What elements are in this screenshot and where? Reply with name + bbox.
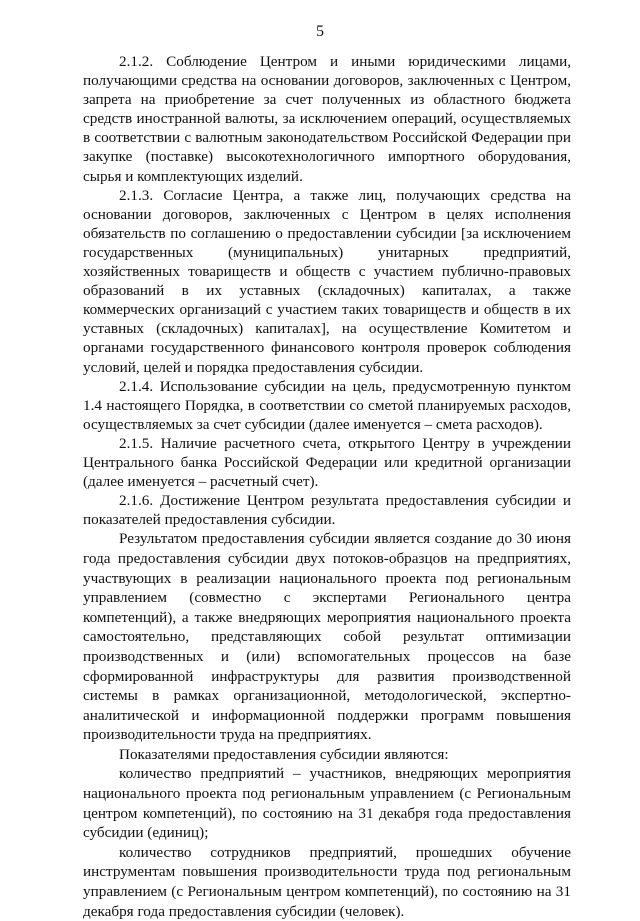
paragraph-2-1-3: 2.1.3. Согласие Центра, а также лиц, получающих средства на основании договоров, заключенных с Центром в целях исполнения обязательств по соглашению о предоставлении субсидии [за исключением государственных (муниципальных) унитарных предприятий, хозяйственных товариществ и обществ с участием публично-правовых образований в их уставных (складочных) капиталах, а также коммерческих организаций с участием таких товариществ и обществ в их уставных (складочных) капиталах], на осуществление Комитетом и органами государственного финансового контроля проверок соблюдения условий, целей и порядка предоставления субсидии. <box>83 186 571 376</box>
paragraph-2-1-4: 2.1.4. Использование субсидии на цель, предусмотренную пунктом 1.4 настоящего Порядка, в соответствии со сметой планируемых расходов, осуществляемых за счет субсидии (далее именуется – смета расходов). <box>83 377 571 433</box>
paragraph-indicators-heading: Показателями предоставления субсидии являются: <box>119 745 449 763</box>
document-body <box>83 52 571 921</box>
paragraph-indicator-employees: количество сотрудников предприятий, прошедших обучение инструментам повышения производительности труда под региональным управлением (с Региональным центром компетенций), по состоянию на 31 декабря года предоставления субсидии (человек). <box>83 843 571 920</box>
paragraph-2-1-2: 2.1.2. Соблюдение Центром и иными юридическими лицами, получающими средства на основании договоров, заключенных с Центром, запрета на приобретение за счет полученных из областного бюджета средств иностранной валюты, за исключением операций, осуществляемых в соответствии с валютным законодательством Российской Федерации при закупке (поставке) высокотехнологичного импортного оборудования, сырья и комплектующих изделий. <box>83 53 571 185</box>
paragraph-2-1-5: 2.1.5. Наличие расчетного счета, открытого Центру в учреждении Центрального банка Российской Федерации или кредитной организации (далее именуется – расчетный счет). <box>83 434 571 491</box>
paragraph-2-1-6: 2.1.6. Достижение Центром результата предоставления субсидии и показателей предоставления субсидии. <box>83 492 571 529</box>
paragraph-indicator-enterprises: количество предприятий – участников, внедряющих мероприятия национального проекта под региональным управлением (с Региональным центром компетенций), по состоянию на 31 декабря года предоставления субсидии (единиц); <box>83 765 571 842</box>
paragraph-subsidy-result: Результатом предоставления субсидии является создание до 30 июня года предоставления субсидии двух потоков-образцов на предприятиях, участвующих в реализации национального проекта под региональным управлением (совместно с экспертами Регионального центра компетенций), а также внедряющих мероприятия национального проекта самостоятельно, представляющих собой результат оптимизации производственных и (или) вспомогательных процессов на базе сформированной инфраструктуры для развития производственной системы в рамках организационной, методологической, экспертно-аналитической и информационной поддержки программ повышения производительности труда на предприятиях. <box>83 530 571 744</box>
page-number: 5 <box>316 23 324 40</box>
